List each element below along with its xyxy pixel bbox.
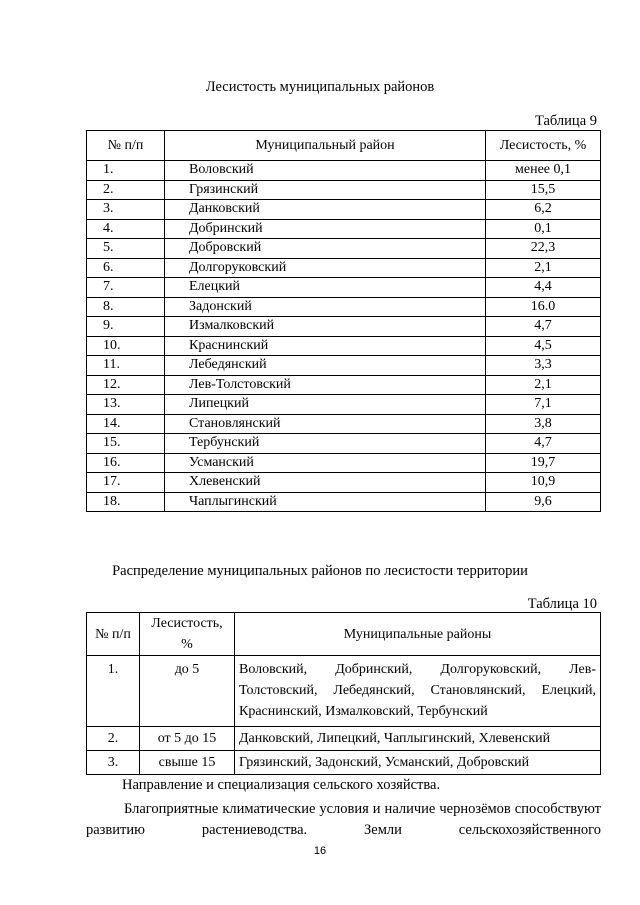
row-num: 4. [87,219,165,239]
row-forest-value: 10,9 [486,473,601,493]
row-forest-value: 4,5 [486,336,601,356]
table-row [87,278,601,298]
header-district: Муниципальный район [165,131,486,161]
table9-title: Лесистость муниципальных районов [205,79,435,95]
row-district-name: Измалковский [165,317,486,337]
row-district-name: Лебедянский [165,356,486,376]
row-district-name: Данковский [165,200,486,220]
row-forest-value: 22,3 [486,239,601,259]
row-num: 9. [87,317,165,337]
row-num: 3. [87,751,140,775]
row-district-name: Становлянский [165,414,486,434]
row-forest-value: 15,5 [486,180,601,200]
table-row [87,336,601,356]
row-district-name: Долгоруковский [165,258,486,278]
table-row [87,200,601,220]
row-range: до 5 [140,656,235,727]
table10-title: Распределение муниципальных районов по лесистости территории [112,563,528,579]
table10-caption: Таблица 10 [527,596,597,612]
table-row [87,258,601,278]
row-num: 1. [87,161,165,181]
header-forest: Лесистость, % [486,131,601,161]
row-district-name: Воловский [165,161,486,181]
row-districts: Данковский, Липецкий, Чаплыгинский, Хлевенский [235,727,601,751]
header-num: № п/п [87,613,140,656]
row-num: 10. [87,336,165,356]
row-num: 7. [87,278,165,298]
row-forest-value: 6,2 [486,200,601,220]
table9-header-row [87,131,601,161]
row-forest-value: менее 0,1 [486,161,601,181]
table10-header-row [87,613,601,656]
row-district-name: Задонский [165,297,486,317]
forest-cover-table [86,130,601,512]
row-forest-value: 4,7 [486,317,601,337]
row-district-name: Липецкий [165,395,486,415]
table-row [87,727,601,751]
row-forest-value: 4,7 [486,434,601,454]
row-forest-value: 3,3 [486,356,601,376]
table-row [87,492,601,512]
row-forest-value: 0,1 [486,219,601,239]
row-forest-value: 2,1 [486,375,601,395]
row-num: 8. [87,297,165,317]
table-row [87,297,601,317]
table-row [87,395,601,415]
table-row [87,414,601,434]
row-num: 18. [87,492,165,512]
table-row [87,453,601,473]
table-row [87,180,601,200]
row-forest-value: 7,1 [486,395,601,415]
table-row [87,751,601,775]
row-district-name: Добринский [165,219,486,239]
row-district-name: Хлевенский [165,473,486,493]
row-district-name: Лев-Толстовский [165,375,486,395]
row-district-name: Грязинский [165,180,486,200]
row-num: 2. [87,180,165,200]
row-forest-value: 16.0 [486,297,601,317]
row-num: 2. [87,727,140,751]
row-district-name: Тербунский [165,434,486,454]
body-paragraph: Благоприятные климатические условия и наличие чернозёмов способствуют развитию растениеводства. Земли сельскохозяйственного [86,801,601,838]
row-num: 13. [87,395,165,415]
row-num: 16. [87,453,165,473]
row-num: 1. [87,656,140,727]
section-heading: Направление и специализация сельского хозяйства. [122,777,441,793]
table-row [87,375,601,395]
row-district-name: Усманский [165,453,486,473]
header-num: № п/п [87,131,165,161]
row-district-name: Краснинский [165,336,486,356]
row-forest-value: 3,8 [486,414,601,434]
table9-caption: Таблица 9 [534,113,597,129]
row-forest-value: 19,7 [486,453,601,473]
row-num: 6. [87,258,165,278]
row-num: 17. [87,473,165,493]
forest-distribution-table [86,612,601,775]
table-row [87,317,601,337]
row-num: 3. [87,200,165,220]
row-forest-value: 2,1 [486,258,601,278]
page-number: 16 [313,845,327,857]
row-districts: Воловский, Добринский, Долгоруковский, Лев-Толстовский, Лебедянский, Становлянский, Елецкий, Краснинский, Измалковский, Тербунский [235,656,601,727]
row-district-name: Чаплыгинский [165,492,486,512]
table-row [87,356,601,376]
row-num: 12. [87,375,165,395]
row-forest-value: 4,4 [486,278,601,298]
row-num: 11. [87,356,165,376]
row-districts: Грязинский, Задонский, Усманский, Добровский [235,751,601,775]
table-row [87,434,601,454]
table-row [87,656,601,727]
row-num: 5. [87,239,165,259]
row-district-name: Добровский [165,239,486,259]
row-district-name: Елецкий [165,278,486,298]
table-row [87,239,601,259]
table-row [87,473,601,493]
row-num: 15. [87,434,165,454]
row-range: от 5 до 15 [140,727,235,751]
row-num: 14. [87,414,165,434]
header-forest: Лесистость, % [140,613,235,656]
row-range: свыше 15 [140,751,235,775]
table-row [87,219,601,239]
row-forest-value: 9,6 [486,492,601,512]
table-row [87,161,601,181]
header-districts: Муниципальные районы [235,613,601,656]
